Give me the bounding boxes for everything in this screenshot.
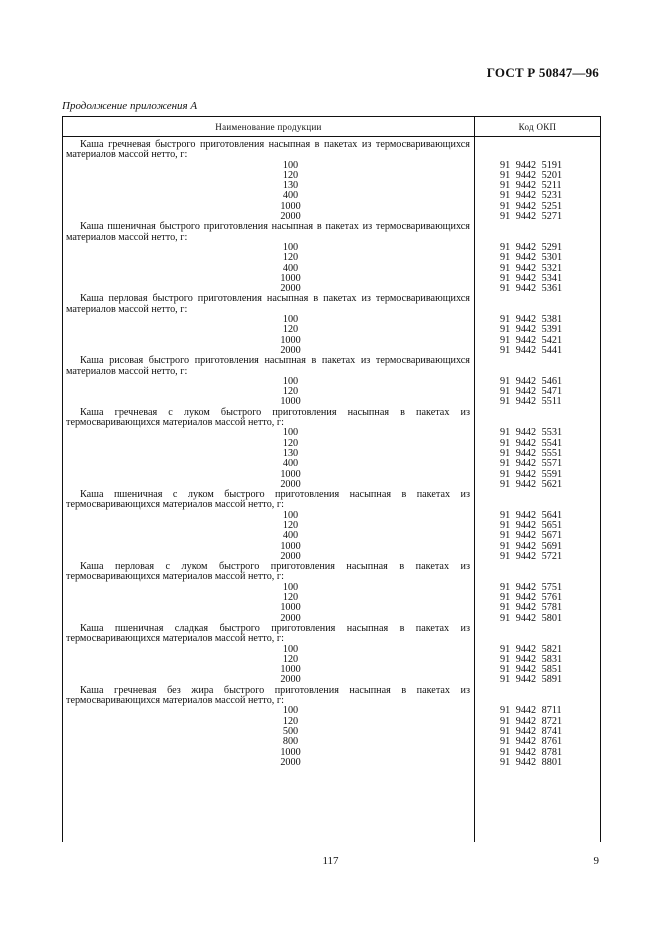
net-weight-cell: 2000	[280, 344, 301, 356]
net-weight-cell: 120	[282, 386, 299, 398]
net-weight-cell: 1000	[280, 602, 301, 614]
net-weight-cell: 100	[282, 159, 299, 171]
net-weight-cell: 2000	[280, 612, 301, 624]
okp-code-cell: 91 9442 8761	[500, 736, 563, 748]
net-weight-cell: 1000	[280, 540, 301, 552]
okp-code-cell: 91 9442 5201	[500, 169, 563, 181]
table-row	[63, 758, 600, 768]
table-header	[63, 117, 600, 137]
column-header-name: Наименование продукции	[215, 122, 322, 132]
okp-code-cell: 91 9442 5441	[500, 344, 563, 356]
net-weight-cell: 1000	[280, 272, 301, 284]
net-weight-cell: 400	[282, 458, 299, 470]
net-weight-cell: 100	[282, 509, 299, 521]
net-weight-cell: 2000	[280, 283, 301, 295]
okp-code-cell: 91 9442 5551	[500, 447, 563, 459]
net-weight-cell: 100	[282, 427, 299, 439]
okp-code-cell: 91 9442 5801	[500, 612, 563, 624]
okp-code-cell: 91 9442 5391	[500, 324, 563, 336]
product-group-title: Каша гречневая с луком быстрого приготовления насыпная в пакетах из термосваривающихся материалов массой нетто, г:	[66, 406, 470, 429]
okp-code-cell: 91 9442 5191	[500, 159, 563, 171]
okp-code-cell: 91 9442 5341	[500, 272, 563, 284]
okp-code-cell: 91 9442 5641	[500, 509, 563, 521]
net-weight-cell: 400	[282, 530, 299, 542]
table-body	[63, 137, 600, 768]
product-group	[63, 140, 600, 222]
net-weight-cell: 500	[282, 725, 299, 737]
product-group-title: Каша гречневая быстрого приготовления насыпная в пакетах из термосваривающихся материалов массой нетто, г:	[66, 139, 470, 161]
okp-code-cell: 91 9442 5421	[500, 334, 563, 346]
okp-code-cell: 91 9442 5301	[500, 252, 563, 264]
okp-code-cell: 91 9442 5571	[500, 458, 563, 470]
net-weight-cell: 120	[282, 437, 299, 449]
okp-code-cell: 91 9442 5891	[500, 674, 563, 686]
okp-code-cell: 91 9442 8781	[500, 746, 563, 758]
table-row	[63, 737, 600, 747]
net-weight-cell: 100	[282, 241, 299, 253]
okp-code-cell: 91 9442 8801	[500, 756, 563, 768]
net-weight-cell: 120	[282, 324, 299, 336]
net-weight-cell: 130	[282, 180, 299, 192]
net-weight-cell: 100	[282, 375, 299, 387]
okp-code-cell: 91 9442 5851	[500, 664, 563, 676]
product-group	[63, 294, 600, 356]
okp-code-cell: 91 9442 5691	[500, 540, 563, 552]
product-table	[62, 116, 601, 842]
okp-code-cell: 91 9442 5531	[500, 427, 563, 439]
product-group	[63, 562, 600, 624]
standard-number: ГОСТ Р 50847—96	[486, 65, 599, 80]
net-weight-cell: 1000	[280, 746, 301, 758]
product-group	[63, 356, 600, 407]
okp-code-cell: 91 9442 5541	[500, 437, 563, 449]
column-header-code: Код ОКП	[518, 122, 557, 132]
okp-code-cell: 91 9442 8711	[500, 705, 562, 717]
net-weight-cell: 1000	[280, 468, 301, 480]
net-weight-cell: 120	[282, 715, 299, 727]
okp-code-cell: 91 9442 5251	[500, 200, 563, 212]
okp-code-cell: 91 9442 5781	[500, 602, 563, 614]
table-row	[63, 459, 600, 469]
product-group	[63, 222, 600, 294]
okp-code-cell: 91 9442 5761	[500, 592, 563, 604]
product-group-title: Каша перловая с луком быстрого приготовления насыпная в пакетах из термосваривающихся материалов массой нетто, г:	[66, 561, 470, 583]
net-weight-cell: 120	[282, 252, 299, 264]
okp-code-cell: 91 9442 5751	[500, 581, 563, 593]
okp-code-cell: 91 9442 5461	[500, 375, 563, 387]
net-weight-cell: 120	[282, 519, 299, 531]
net-weight-cell: 100	[282, 581, 299, 593]
product-group-title: Каша рисовая быстрого приготовления насыпная в пакетах из термосваривающихся материалов массой нетто, г:	[66, 355, 470, 377]
okp-code-cell: 91 9442 5721	[500, 550, 563, 562]
product-group-title: Каша пшеничная с луком быстрого приготовления насыпная в пакетах из термосваривающихся материалов массой нетто, г:	[66, 489, 470, 511]
net-weight-cell: 2000	[280, 674, 301, 686]
column-divider	[474, 117, 475, 842]
okp-code-cell: 91 9442 5291	[500, 241, 563, 253]
net-weight-cell: 100	[282, 643, 299, 655]
net-weight-cell: 1000	[280, 334, 301, 346]
okp-code-cell: 91 9442 5831	[500, 653, 563, 665]
net-weight-cell: 1000	[280, 200, 301, 212]
okp-code-cell: 91 9442 5621	[500, 478, 563, 490]
net-weight-cell: 2000	[280, 478, 301, 490]
net-weight-cell: 100	[282, 314, 299, 326]
net-weight-cell: 400	[282, 190, 299, 202]
net-weight-cell: 120	[282, 653, 299, 665]
page-number: 117	[322, 855, 339, 867]
okp-code-cell: 91 9442 5321	[500, 262, 563, 274]
okp-code-cell: 91 9442 5231	[500, 190, 563, 202]
net-weight-cell: 2000	[280, 211, 301, 223]
okp-code-cell: 91 9442 5471	[500, 386, 563, 398]
product-group	[63, 624, 600, 686]
okp-code-cell: 91 9442 5271	[500, 211, 563, 223]
product-group-title: Каша пшеничная быстрого приготовления насыпная в пакетах из термосваривающихся материалов массой нетто, г:	[66, 221, 470, 243]
sheet-number: 9	[593, 855, 599, 867]
net-weight-cell: 130	[282, 447, 299, 459]
okp-code-cell: 91 9442 5511	[500, 396, 562, 408]
net-weight-cell: 800	[282, 736, 299, 748]
okp-code-cell: 91 9442 5381	[500, 314, 563, 326]
product-group	[63, 490, 600, 562]
okp-code-cell: 91 9442 5591	[500, 468, 563, 480]
okp-code-cell: 91 9442 5671	[500, 530, 563, 542]
net-weight-cell: 2000	[280, 756, 301, 768]
product-group-title: Каша перловая быстрого приготовления насыпная в пакетах из термосваривающихся материалов массой нетто, г:	[66, 293, 470, 315]
net-weight-cell: 1000	[280, 664, 301, 676]
product-group-title: Каша гречневая без жира быстрого приготовления насыпная в пакетах из термосваривающихся материалов массой нетто, г:	[66, 684, 470, 707]
okp-code-cell: 91 9442 5821	[500, 643, 563, 655]
okp-code-cell: 91 9442 5211	[500, 180, 562, 192]
net-weight-cell: 120	[282, 169, 299, 181]
product-group	[63, 408, 600, 490]
net-weight-cell: 2000	[280, 550, 301, 562]
net-weight-cell: 100	[282, 705, 299, 717]
continuation-caption: Продолжение приложения А	[62, 100, 198, 112]
product-group	[63, 686, 600, 768]
product-group-title: Каша пшеничная сладкая быстрого приготовления насыпная в пакетах из термосваривающихся материалов массой нетто, г:	[66, 622, 470, 645]
net-weight-cell: 400	[282, 262, 299, 274]
net-weight-cell: 1000	[280, 396, 301, 408]
net-weight-cell: 120	[282, 592, 299, 604]
okp-code-cell: 91 9442 8741	[500, 725, 563, 737]
okp-code-cell: 91 9442 5361	[500, 283, 563, 295]
okp-code-cell: 91 9442 8721	[500, 715, 563, 727]
okp-code-cell: 91 9442 5651	[500, 519, 563, 531]
